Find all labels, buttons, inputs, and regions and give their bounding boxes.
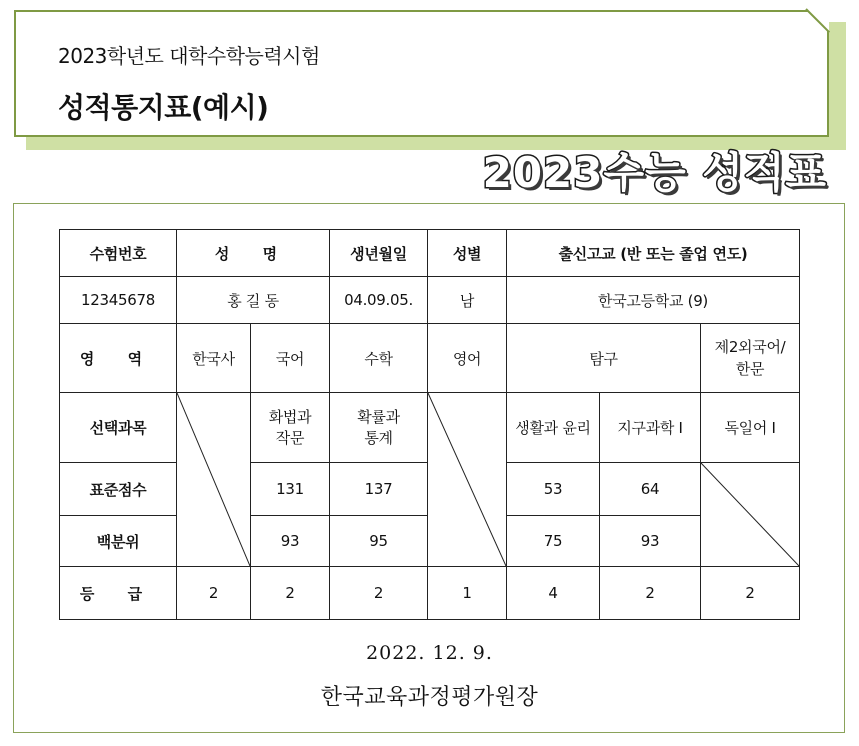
- inquiry1-standard-score: 53: [507, 463, 600, 516]
- math-standard-score: 137: [330, 463, 428, 516]
- diagonal-line: [701, 463, 799, 566]
- table-row: [60, 230, 800, 277]
- inquiry2-percentile: 93: [600, 516, 701, 567]
- inquiry2-standard-score: 64: [600, 463, 701, 516]
- inquiry2-elective: 지구과학 I: [600, 393, 701, 463]
- issue-date: 2022. 12. 9.: [366, 642, 493, 664]
- korean-percentile: 93: [251, 516, 330, 567]
- math-grade: 2: [330, 567, 428, 620]
- korean-grade: 2: [251, 567, 330, 620]
- english-area: 영어: [428, 324, 507, 393]
- math-percentile: 95: [330, 516, 428, 567]
- header-title: 성적통지표(예시): [58, 91, 269, 124]
- big-title: 2023수능 성적표: [482, 148, 827, 197]
- name-header-text: 성 명: [214, 244, 292, 263]
- inquiry2-grade: 2: [600, 567, 701, 620]
- inquiry1-percentile: 75: [507, 516, 600, 567]
- math-area: 수학: [330, 324, 428, 393]
- standard-score-header: 표준점수: [60, 463, 177, 516]
- inquiry-area: 탐구: [507, 324, 701, 393]
- elective-subject-header: 선택과목: [60, 393, 177, 463]
- school-value: 한국고등학교 (9): [507, 277, 800, 324]
- second-language-area: [701, 324, 800, 393]
- korean-elective-text: 화법과 작문: [268, 407, 312, 447]
- table-row: [60, 393, 800, 463]
- table-row: [60, 324, 800, 393]
- name-value: 홍 길 동: [177, 277, 330, 324]
- diagonal-line: [177, 393, 250, 566]
- history-empty-cell: [177, 393, 251, 567]
- second-language-elective: 독일어 I: [701, 393, 800, 463]
- korean-area: 국어: [251, 324, 330, 393]
- area-header: [60, 324, 177, 393]
- sex-value: 남: [428, 277, 507, 324]
- table-row: [60, 277, 800, 324]
- grade-header-text: 등 급: [79, 584, 157, 603]
- english-empty-cell: [428, 393, 507, 567]
- second-language-area-text: 제2외국어/한문: [714, 338, 786, 378]
- school-header: 출신고교 (반 또는 졸업 연도): [507, 230, 800, 277]
- math-elective: [330, 393, 428, 463]
- issuer-name: 한국교육과정평가원장: [320, 685, 539, 710]
- header-card: [14, 10, 829, 137]
- percentile-header: 백분위: [60, 516, 177, 567]
- diagonal-line: [428, 393, 506, 566]
- area-header-text: 영 역: [79, 349, 157, 368]
- table-row: [60, 567, 800, 620]
- second-language-grade: 2: [701, 567, 800, 620]
- english-grade: 1: [428, 567, 507, 620]
- birth-date-header: 생년월일: [330, 230, 428, 277]
- history-grade: 2: [177, 567, 251, 620]
- inquiry1-grade: 4: [507, 567, 600, 620]
- history-area: 한국사: [177, 324, 251, 393]
- korean-standard-score: 131: [251, 463, 330, 516]
- grade-header: [60, 567, 177, 620]
- name-header: [177, 230, 330, 277]
- second-language-empty-cell: [701, 463, 800, 567]
- header-subtitle: 2023학년도 대학수학능력시험: [58, 44, 320, 68]
- math-elective-text: 확률과 통계: [357, 407, 400, 447]
- score-table: [59, 229, 800, 620]
- exam-number-value: 12345678: [60, 277, 177, 324]
- birth-date-value: 04.09.05.: [330, 277, 428, 324]
- korean-elective: [251, 393, 330, 463]
- exam-number-header: 수험번호: [60, 230, 177, 277]
- sex-header: 성별: [428, 230, 507, 277]
- inquiry1-elective: 생활과 윤리: [507, 393, 600, 463]
